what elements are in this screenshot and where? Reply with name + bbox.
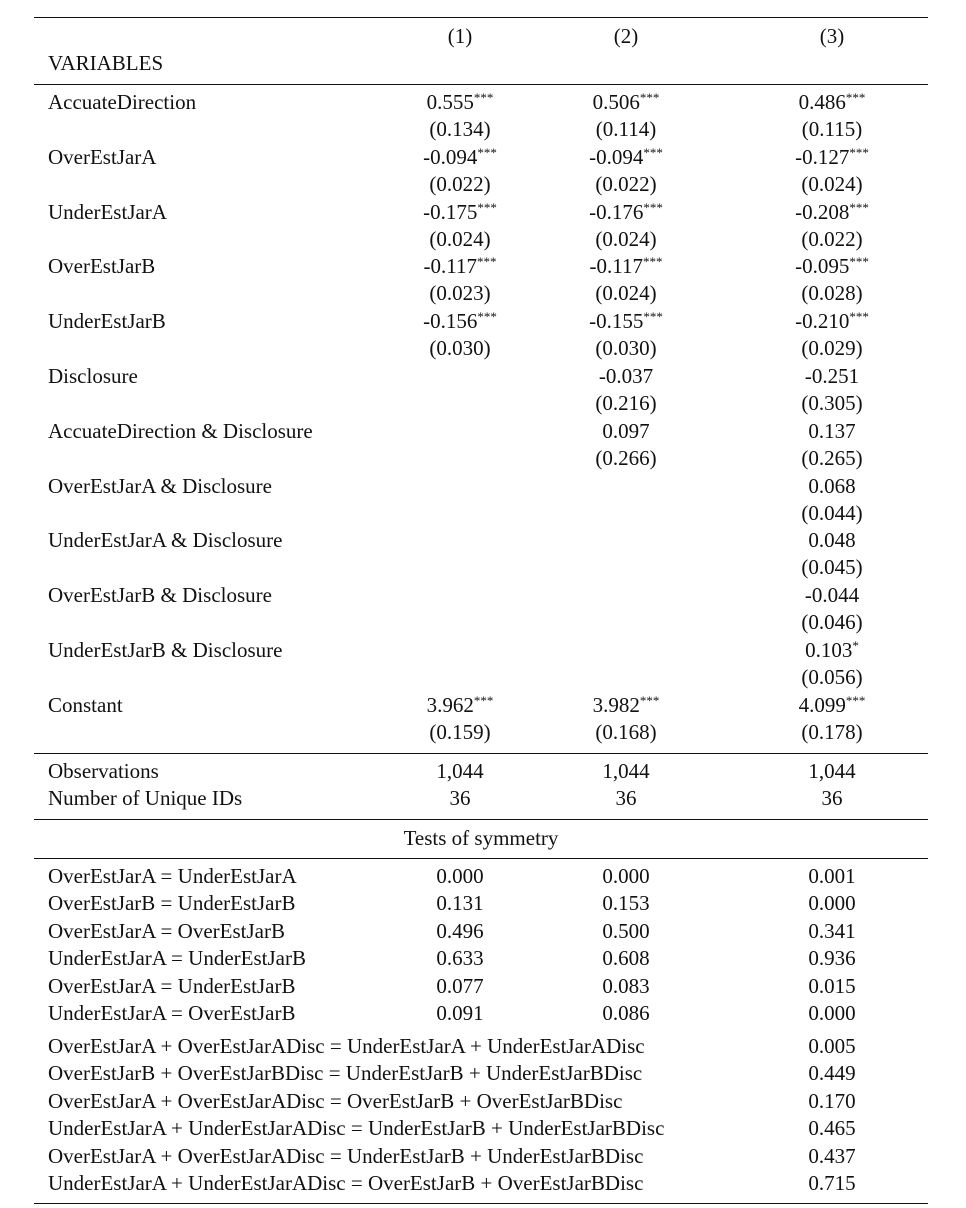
- significance-stars: ***: [639, 90, 660, 105]
- variables-label: VARIABLES: [48, 51, 164, 75]
- test-col3: 0.001: [808, 864, 856, 888]
- significance-stars: ***: [643, 144, 663, 160]
- test-col3: 0.000: [808, 1001, 856, 1025]
- significance-stars: ***: [849, 309, 869, 325]
- coef-col1: 0.555***: [426, 90, 494, 114]
- test-label: OverEstJarA = UnderEstJarB: [48, 973, 296, 998]
- variable-label: AccuateDirection: [48, 90, 197, 114]
- se-col1: (0.159): [429, 719, 491, 744]
- test-col1: 0.000: [436, 864, 484, 888]
- std-error-row: [0, 172, 966, 199]
- coef-col2: 0.097: [602, 418, 650, 443]
- variable-label: UnderEstJarA & Disclosure: [48, 528, 283, 553]
- std-error-row: [0, 665, 966, 692]
- disclosure-test-row: [0, 1089, 966, 1116]
- significance-stars: ***: [477, 144, 497, 160]
- se-col2: (0.030): [595, 336, 657, 361]
- se-col2: (0.022): [595, 171, 657, 196]
- test-col3: 0.437: [808, 1143, 856, 1168]
- symmetry-test-row: [0, 919, 966, 946]
- variable-label: UnderEstJarA: [48, 199, 167, 224]
- significance-stars: ***: [849, 254, 869, 270]
- se-col3: (0.028): [801, 281, 863, 306]
- coefficient-row: [0, 364, 966, 391]
- stat-col2: 1,044: [602, 759, 650, 783]
- se-col3: (0.178): [801, 719, 863, 744]
- coef-col3: -0.095***: [795, 254, 869, 279]
- se-col3: (0.046): [801, 610, 863, 635]
- test-label: UnderEstJarA + UnderEstJarADisc = UnderEstJarB + UnderEstJarBDisc: [48, 1116, 665, 1141]
- se-col3: (0.056): [801, 665, 863, 689]
- symmetry-caption: Tests of symmetry: [403, 826, 559, 850]
- se-col3: (0.024): [801, 171, 863, 196]
- variables-header-row: [0, 51, 966, 78]
- variable-label: Constant: [48, 692, 123, 717]
- significance-stars: ***: [473, 90, 494, 105]
- symmetry-test-row: [0, 891, 966, 918]
- test-col3: 0.005: [808, 1034, 856, 1058]
- coef-col2: -0.155***: [589, 309, 663, 334]
- stat-col1: 1,044: [436, 759, 484, 783]
- symmetry-test-row: [0, 864, 966, 891]
- significance-stars: ***: [473, 692, 494, 708]
- stats-row: [0, 759, 966, 786]
- se-col3: (0.044): [801, 500, 863, 525]
- variable-label: OverEstJarB: [48, 254, 156, 279]
- variable-label: OverEstJarA & Disclosure: [48, 473, 272, 498]
- column-header-row: [0, 24, 966, 51]
- stats-rule: [34, 753, 928, 754]
- se-col3: (0.115): [801, 117, 863, 141]
- coef-col1: 3.962***: [426, 692, 494, 717]
- std-error-row: [0, 555, 966, 582]
- top-rule: [34, 17, 928, 18]
- test-col3: 0.936: [808, 946, 856, 971]
- se-col1: (0.134): [429, 117, 491, 141]
- symmetry-test-row: [0, 974, 966, 1001]
- coef-col2: -0.037: [598, 364, 654, 388]
- significance-stars: ***: [845, 692, 866, 708]
- coef-col2: -0.094***: [589, 144, 663, 169]
- test-col3: 0.449: [808, 1061, 856, 1086]
- significance-stars: ***: [477, 199, 497, 215]
- column-header-1: (1): [447, 24, 473, 48]
- coefficient-row: [0, 200, 966, 227]
- std-error-row: [0, 446, 966, 473]
- test-col3: 0.465: [808, 1116, 856, 1141]
- coefficient-row: [0, 145, 966, 172]
- significance-stars: ***: [845, 90, 866, 105]
- test-col2: 0.000: [602, 864, 650, 888]
- coefficient-row: [0, 309, 966, 336]
- test-label: OverEstJarA + OverEstJarADisc = UnderEstJarA + UnderEstJarADisc: [48, 1034, 645, 1058]
- stats-row: [0, 786, 966, 813]
- se-col3: (0.045): [801, 555, 863, 580]
- significance-stars: ***: [849, 144, 869, 160]
- coefficient-row: [0, 419, 966, 446]
- se-col2: (0.216): [595, 391, 657, 415]
- test-label: OverEstJarA = UnderEstJarA: [48, 864, 297, 888]
- coefficient-row: [0, 90, 966, 117]
- coef-col3: 0.048: [808, 528, 856, 553]
- bottom-rule: [34, 1203, 928, 1204]
- significance-stars: ***: [849, 199, 869, 215]
- test-col3: 0.341: [808, 918, 856, 943]
- stat-label: Number of Unique IDs: [48, 786, 243, 810]
- stat-col1: 36: [449, 786, 471, 810]
- column-header-2: (2): [613, 24, 639, 48]
- coef-col1: -0.175***: [423, 199, 497, 224]
- significance-stars: ***: [639, 692, 660, 708]
- disclosure-test-row: [0, 1061, 966, 1088]
- disclosure-test-row: [0, 1144, 966, 1171]
- coefficient-row: [0, 693, 966, 720]
- test-col3: 0.170: [808, 1088, 856, 1113]
- test-label: OverEstJarA + OverEstJarADisc = UnderEstJarB + UnderEstJarBDisc: [48, 1143, 644, 1168]
- se-col2: (0.168): [595, 719, 657, 744]
- coef-col3: 4.099***: [798, 692, 866, 717]
- se-col1: (0.030): [429, 336, 491, 361]
- header-rule: [34, 84, 928, 85]
- coef-col3: -0.044: [804, 583, 860, 608]
- test-label: OverEstJarA + OverEstJarADisc = OverEstJarB + OverEstJarBDisc: [48, 1088, 623, 1113]
- stat-col3: 1,044: [808, 759, 856, 783]
- se-col1: (0.022): [429, 171, 491, 196]
- coef-col3: 0.486***: [798, 90, 866, 114]
- test-col1: 0.496: [436, 918, 484, 943]
- se-col3: (0.022): [801, 226, 863, 251]
- se-col1: (0.023): [429, 281, 491, 306]
- disclosure-test-row: [0, 1034, 966, 1061]
- test-col1: 0.091: [436, 1001, 484, 1025]
- test-col3: 0.000: [808, 891, 856, 916]
- coefficient-row: [0, 583, 966, 610]
- test-label: OverEstJarB + OverEstJarBDisc = UnderEstJarB + UnderEstJarBDisc: [48, 1061, 643, 1086]
- coef-col1: -0.094***: [423, 144, 497, 169]
- std-error-row: [0, 610, 966, 637]
- std-error-row: [0, 501, 966, 528]
- coef-col1: -0.117***: [423, 254, 497, 279]
- column-header-3: (3): [819, 24, 845, 48]
- coefficient-row: [0, 254, 966, 281]
- std-error-row: [0, 117, 966, 144]
- coef-col3: 0.137: [808, 418, 856, 443]
- symmetry-bottom-rule: [34, 858, 928, 859]
- std-error-row: [0, 336, 966, 363]
- test-col3: 0.715: [808, 1171, 856, 1195]
- se-col1: (0.024): [429, 226, 491, 251]
- symmetry-test-row: [0, 1001, 966, 1028]
- coefficient-row: [0, 638, 966, 665]
- coef-col3: 0.103*: [805, 638, 859, 662]
- disclosure-test-row: [0, 1171, 966, 1198]
- symmetry-top-rule: [34, 819, 928, 820]
- se-col2: (0.114): [595, 117, 657, 141]
- variable-label: UnderEstJarB & Disclosure: [48, 638, 283, 662]
- stat-col2: 36: [615, 786, 637, 810]
- coefficient-row: [0, 474, 966, 501]
- symmetry-test-row: [0, 946, 966, 973]
- significance-stars: ***: [476, 254, 497, 270]
- test-col2: 0.153: [602, 891, 650, 916]
- coef-col1: -0.156***: [423, 309, 497, 334]
- std-error-row: [0, 720, 966, 747]
- coef-col3: -0.251: [804, 364, 860, 388]
- se-col2: (0.266): [595, 445, 657, 470]
- coef-col2: 0.506***: [592, 90, 660, 114]
- coef-col3: -0.208***: [795, 199, 869, 224]
- se-col2: (0.024): [595, 281, 657, 306]
- test-col2: 0.500: [602, 918, 650, 943]
- significance-stars: ***: [643, 199, 663, 215]
- significance-stars: ***: [477, 309, 497, 325]
- se-col3: (0.305): [801, 391, 863, 415]
- test-label: UnderEstJarA + UnderEstJarADisc = OverEstJarB + OverEstJarBDisc: [48, 1171, 644, 1195]
- test-col1: 0.077: [436, 973, 484, 998]
- test-col1: 0.633: [436, 946, 484, 971]
- se-col3: (0.265): [801, 445, 863, 470]
- test-col1: 0.131: [436, 891, 484, 916]
- coef-col3: -0.210***: [795, 309, 869, 334]
- std-error-row: [0, 391, 966, 418]
- variable-label: OverEstJarB & Disclosure: [48, 583, 272, 608]
- significance-stars: *: [852, 638, 859, 653]
- coef-col3: -0.127***: [795, 144, 869, 169]
- disclosure-test-row: [0, 1116, 966, 1143]
- test-label: UnderEstJarA = UnderEstJarB: [48, 946, 306, 971]
- coef-col2: -0.117***: [589, 254, 663, 279]
- variable-label: Disclosure: [48, 364, 138, 388]
- variable-label: AccuateDirection & Disclosure: [48, 418, 313, 443]
- coef-col2: 3.982***: [592, 692, 660, 717]
- std-error-row: [0, 227, 966, 254]
- variable-label: OverEstJarA: [48, 144, 157, 169]
- se-col3: (0.029): [801, 336, 863, 361]
- test-label: OverEstJarA = OverEstJarB: [48, 918, 285, 943]
- coef-col2: -0.176***: [589, 199, 663, 224]
- test-label: UnderEstJarA = OverEstJarB: [48, 1001, 296, 1025]
- test-label: OverEstJarB = UnderEstJarB: [48, 891, 296, 916]
- stat-col3: 36: [821, 786, 843, 810]
- significance-stars: ***: [642, 254, 663, 270]
- variable-label: UnderEstJarB: [48, 309, 166, 334]
- se-col2: (0.024): [595, 226, 657, 251]
- test-col2: 0.608: [602, 946, 650, 971]
- stat-label: Observations: [48, 759, 159, 783]
- test-col2: 0.083: [602, 973, 650, 998]
- test-col2: 0.086: [602, 1001, 650, 1025]
- std-error-row: [0, 281, 966, 308]
- test-col3: 0.015: [808, 973, 856, 998]
- significance-stars: ***: [643, 309, 663, 325]
- coefficient-row: [0, 528, 966, 555]
- coef-col3: 0.068: [808, 473, 856, 498]
